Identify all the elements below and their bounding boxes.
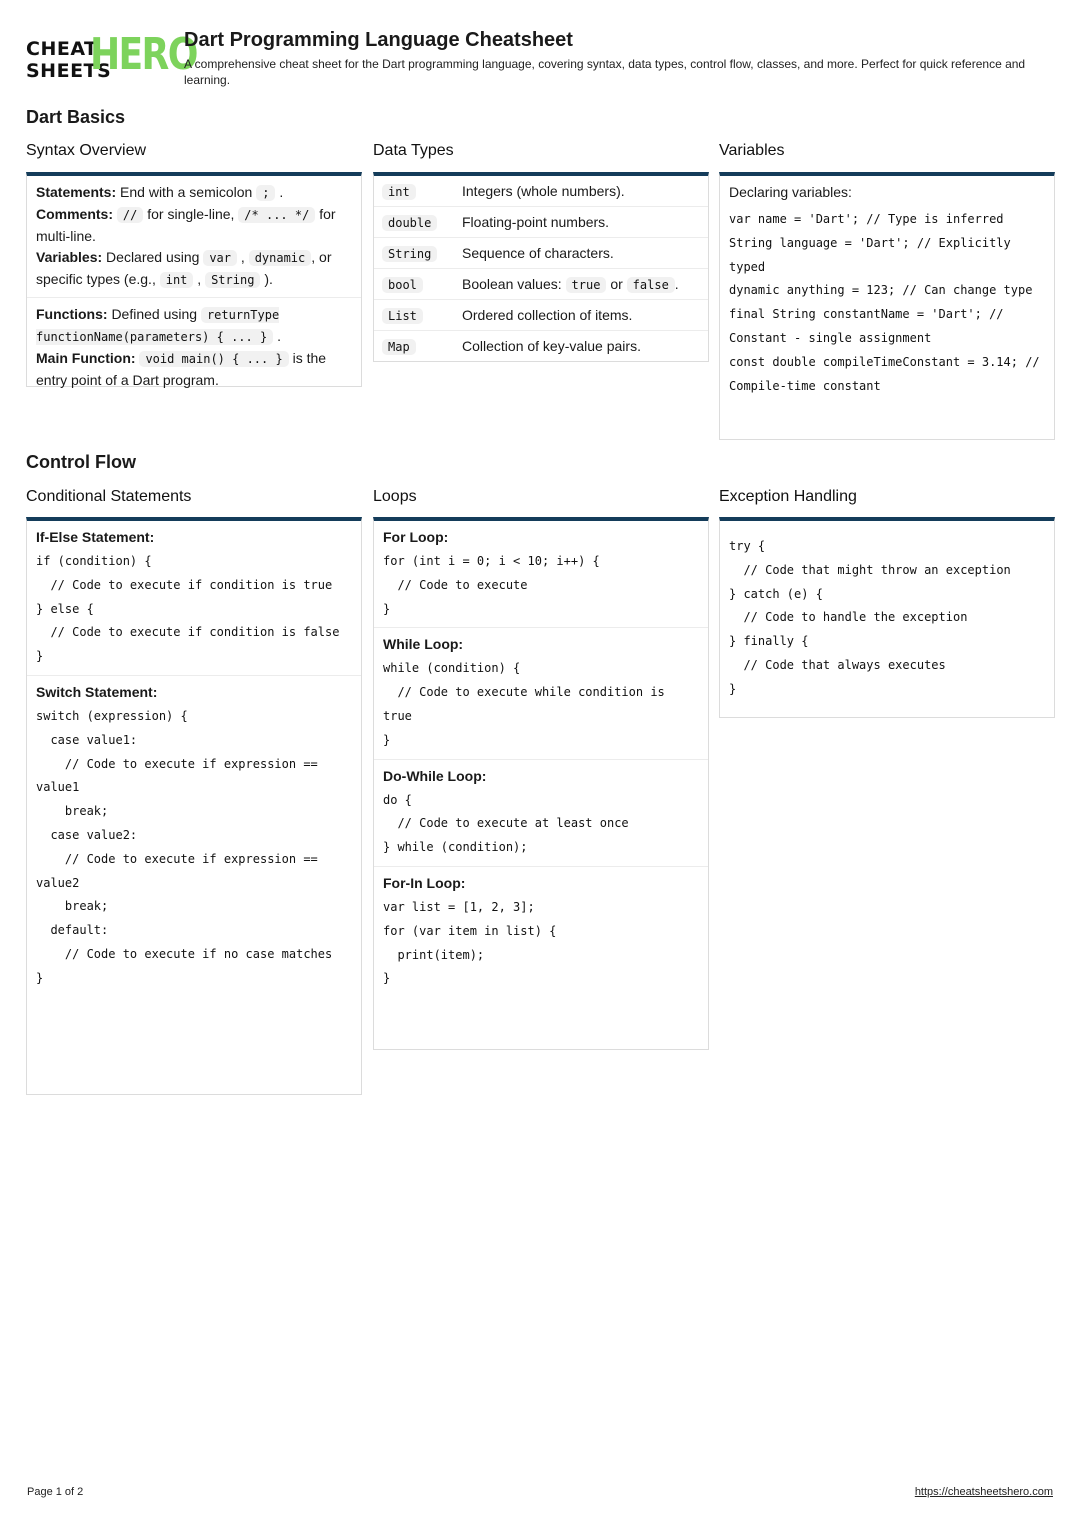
ifelse-code: if (condition) { // Code to execute if condition is true } else { // Code to execute if condition is false } [36,554,340,664]
variables-intro: Declaring variables: [729,184,852,200]
for-loop-block [374,521,708,628]
for-in-loop-block [374,867,708,997]
loops-card [373,517,709,1050]
syntax-overview-title: Syntax Overview [26,142,147,159]
data-types-card [373,172,709,362]
switch-block [27,676,361,997]
page-title: Dart Programming Language Cheatsheet [184,29,573,51]
syntax-overview-card [26,172,362,387]
do-while-loop-heading: Do-While Loop: [383,767,487,784]
data-types-table [374,176,708,361]
section-title-basics: Dart Basics [26,107,126,127]
table-row: int Integers (whole numbers). [374,176,708,207]
while-loop-code: while (condition) { // Code to execute while condition is true } [383,661,665,747]
variables-card [719,172,1055,440]
switch-code: switch (expression) { case value1: // Code to execute if expression == value1 break; case value2: // Code to execute if expression == value2 break; default: // Code to execute if no case matches } [36,708,333,985]
data-types-title: Data Types [373,142,454,159]
table-row: double Floating-point numbers. [374,207,708,238]
do-while-loop-code: do { // Code to execute at least once } while (condition); [383,792,629,855]
syntax-row-1: Statements: End with a semicolon ; . Comments: // for single-line, /* ... */ for multi-line. Variables: Declared using var , dynamic , or specific types (e.g., int , String ). [27,176,361,298]
page-description: A comprehensive cheat sheet for the Dart programming language, covering syntax, data types, control flow, classes, and more. Perfect for quick reference and learning. [184,57,1026,87]
for-loop-code: for (int i = 0; i < 10; i++) { // Code to execute } [383,554,600,616]
cheatsheets-hero-logo[interactable] [26,29,197,82]
for-in-loop-code: var list = [1, 2, 3]; for (var item in list) { print(item); } [383,899,557,986]
logo-text: CHEAT SHEETS [26,38,112,82]
loops-title: Loops [373,488,417,505]
footer-link[interactable]: https://cheatsheetshero.com [914,1486,1053,1498]
variables-title: Variables [719,142,785,159]
page-number: Page 1 of 2 [27,1486,84,1498]
for-loop-heading: For Loop: [383,529,449,545]
table-row: bool Boolean values: true or false . [374,269,708,300]
ifelse-heading: If-Else Statement: [36,529,155,545]
logo-hero-text: HERO [90,29,197,80]
exception-handling-card [719,517,1055,718]
variables-code: var name = 'Dart'; // Type is inferred String language = 'Dart'; // Explicitly typed dynamic anything = 123; // Can change type final String constantName = 'Dart'; // Constant - single assignment const double compileTimeConstant = 3.14; // Compile-time constant [729,212,1040,393]
table-row: List Ordered collection of items. [374,300,708,331]
switch-heading: Switch Statement: [36,683,158,700]
while-loop-heading: While Loop: [383,636,464,653]
do-while-loop-block [374,760,708,867]
page-header [26,28,1054,90]
exception-handling-title: Exception Handling [719,488,857,505]
section-title-control-flow: Control Flow [26,452,136,472]
ifelse-block [27,521,361,676]
exception-handling-code: try { // Code that might throw an exception } catch (e) { // Code to handle the exception } finally { // Code that always executes } [729,539,1011,696]
for-in-loop-heading: For-In Loop: [383,874,466,891]
table-row: Map Collection of key-value pairs. [374,331,708,362]
conditional-statements-title: Conditional Statements [26,488,192,505]
syntax-row-2: Functions: Defined using returnType functionName(parameters) { ... } . Main Function: void main() { ... } is the entry point of a Dart program. [36,306,327,388]
conditional-statements-card [26,517,362,1095]
table-row: String Sequence of characters. [374,238,708,269]
while-loop-block [374,628,708,759]
